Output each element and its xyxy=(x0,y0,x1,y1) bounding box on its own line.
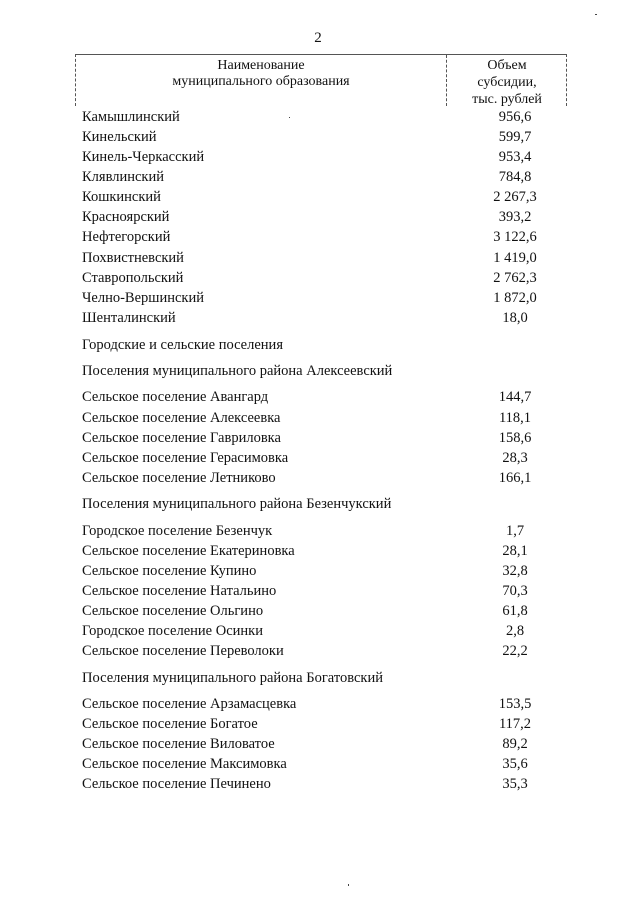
row-value: 2 762,3 xyxy=(493,270,537,286)
row-value: 158,6 xyxy=(498,430,532,446)
row-value: 784,8 xyxy=(498,169,532,185)
row-name: Сельское поселение Ольгино xyxy=(82,603,264,619)
row-name: Красноярский xyxy=(82,209,170,225)
table-row xyxy=(82,207,562,227)
row-name: Сельское поселение Гавриловка xyxy=(82,430,281,446)
table-row xyxy=(82,601,562,621)
row-name: Сельское поселение Максимовка xyxy=(82,756,287,772)
row-name: Ставропольский xyxy=(82,270,184,286)
row-value: 1,7 xyxy=(505,523,525,539)
scan-speck xyxy=(595,14,597,15)
row-value: 956,6 xyxy=(498,109,532,125)
table-row xyxy=(82,387,562,407)
row-name: Сельское поселение Герасимовка xyxy=(82,450,289,466)
table-row xyxy=(82,641,562,661)
table-row xyxy=(82,107,562,127)
table-row xyxy=(82,227,562,247)
row-value: 2 267,3 xyxy=(493,189,537,205)
row-value: 61,8 xyxy=(502,603,528,619)
row-value: 18,0 xyxy=(502,310,528,326)
table-row xyxy=(82,268,562,288)
header-value-line2: субсидии, xyxy=(477,75,537,90)
row-name: Похвистневский xyxy=(82,250,184,266)
row-name: Клявлинский xyxy=(82,169,164,185)
row-name: Кошкинский xyxy=(82,189,161,205)
scan-speck xyxy=(348,884,349,886)
page-number: 2 xyxy=(314,30,322,46)
row-name: Сельское поселение Натальино xyxy=(82,583,277,599)
group-title-text: Поселения муниципального района Алексеевский xyxy=(82,363,393,379)
table-row xyxy=(82,468,562,488)
row-name: Сельское поселение Купино xyxy=(82,563,257,579)
row-value: 953,4 xyxy=(498,149,532,165)
group-title-text: Поселения муниципального района Богатовский xyxy=(82,670,383,686)
table-row xyxy=(82,187,562,207)
table-row xyxy=(82,288,562,308)
row-value: 32,8 xyxy=(502,563,528,579)
table-row xyxy=(82,581,562,601)
row-name: Камышлинский xyxy=(82,109,180,125)
table-row xyxy=(82,754,562,774)
table-row xyxy=(82,694,562,714)
row-name: Кинель-Черкасский xyxy=(82,149,205,165)
table-row xyxy=(82,734,562,754)
row-value: 28,3 xyxy=(502,450,528,466)
table-row xyxy=(82,408,562,428)
table-row xyxy=(82,127,562,147)
row-value: 3 122,6 xyxy=(493,229,537,245)
table-row xyxy=(82,541,562,561)
row-value: 35,3 xyxy=(502,776,528,792)
row-value: 118,1 xyxy=(498,410,532,426)
row-value: 144,7 xyxy=(498,389,532,405)
table-row xyxy=(82,308,562,328)
row-name: Сельское поселение Переволоки xyxy=(82,643,284,659)
scan-speck xyxy=(289,117,290,118)
row-name: Сельское поселение Екатериновка xyxy=(82,543,295,559)
table-row xyxy=(82,561,562,581)
row-name: Сельское поселение Авангард xyxy=(82,389,269,405)
section-title xyxy=(82,335,562,355)
table-row xyxy=(82,621,562,641)
row-value: 599,7 xyxy=(498,129,532,145)
header-name-line1: Наименование xyxy=(217,58,305,73)
table-row xyxy=(82,147,562,167)
header-name-line2: муниципального образования xyxy=(172,74,350,89)
table-row xyxy=(82,167,562,187)
row-name: Сельское поселение Летниково xyxy=(82,470,276,486)
row-name: Нефтегорский xyxy=(82,229,171,245)
row-value: 1 419,0 xyxy=(493,250,537,266)
row-value: 35,6 xyxy=(502,756,528,772)
row-name: Челно-Вершинский xyxy=(82,290,204,306)
row-value: 153,5 xyxy=(498,696,532,712)
row-value: 1 872,0 xyxy=(493,290,537,306)
table-row xyxy=(82,774,562,794)
table-row xyxy=(82,521,562,541)
row-name: Городское поселение Осинки xyxy=(82,623,263,639)
group-title-text: Поселения муниципального района Безенчукский xyxy=(82,496,392,512)
table-row xyxy=(82,714,562,734)
header-name-column xyxy=(76,58,446,90)
row-name: Сельское поселение Печинено xyxy=(82,776,271,792)
table-row xyxy=(82,448,562,468)
row-name: Шенталинский xyxy=(82,310,176,326)
row-name: Сельское поселение Арзамасцевка xyxy=(82,696,297,712)
row-value: 22,2 xyxy=(502,643,528,659)
row-value: 70,3 xyxy=(502,583,528,599)
row-value: 89,2 xyxy=(502,736,528,752)
row-name: Сельское поселение Алексеевка xyxy=(82,410,281,426)
group-title xyxy=(82,668,562,688)
row-name: Сельское поселение Виловатое xyxy=(82,736,275,752)
row-name: Сельское поселение Богатое xyxy=(82,716,258,732)
row-name: Кинельский xyxy=(82,129,157,145)
row-value: 393,2 xyxy=(498,209,532,225)
header-value-line3: тыс. рублей xyxy=(472,92,542,107)
table-header xyxy=(75,54,567,106)
row-value: 2,8 xyxy=(505,623,525,639)
header-value-column xyxy=(446,57,568,108)
table-row xyxy=(82,428,562,448)
header-value-line1: Объем xyxy=(487,58,527,73)
section-title-text: Городские и сельские поселения xyxy=(82,337,283,353)
table-row xyxy=(82,248,562,268)
row-value: 166,1 xyxy=(498,470,532,486)
row-value: 117,2 xyxy=(498,716,532,732)
row-value: 28,1 xyxy=(502,543,528,559)
group-title xyxy=(82,361,562,381)
group-title xyxy=(82,494,562,514)
row-name: Городское поселение Безенчук xyxy=(82,523,273,539)
